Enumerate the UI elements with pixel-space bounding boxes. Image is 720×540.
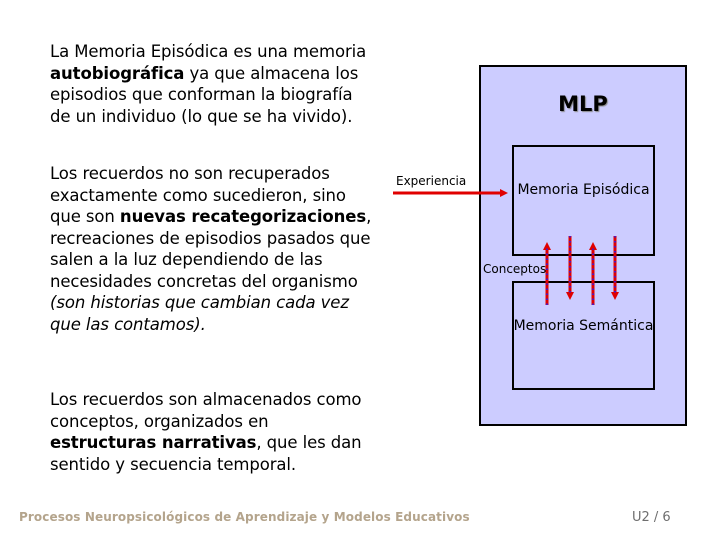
episodic-memory-label: Memoria Episódica xyxy=(517,182,650,198)
mlp-title: MLP xyxy=(558,92,608,116)
text: Los recuerdos no son recuperados exactamente como sucedieron, sino que son xyxy=(50,164,346,226)
bold-term: nuevas recategorizaciones xyxy=(119,207,367,226)
course-footer: Procesos Neuropsicológicos de Aprendizaje y Modelos Educativos xyxy=(19,510,470,524)
concepts-label: Conceptos xyxy=(483,262,547,276)
text: ya que almacena los episodios que conforman la biografía de un individuo (lo que se ha vivido). xyxy=(50,63,359,126)
page-number: U2 / 6 xyxy=(632,510,671,525)
bold-term: autobiográfica xyxy=(50,63,185,83)
semantic-memory-label: Memoria Semántica xyxy=(513,318,654,334)
text: , que les dan sentido y secuencia temporal. xyxy=(50,433,362,474)
text: , recreaciones de episodios pasados que salen a la luz dependiendo de las necesidades concretas del organismo xyxy=(50,207,372,291)
bold-term: estructuras narrativas xyxy=(50,433,257,452)
italic-note: (son historias que cambian cada vez que las contamos). xyxy=(50,293,349,334)
experience-label: Experiencia xyxy=(396,174,467,188)
text: La Memoria Episódica es una memoria xyxy=(50,42,367,61)
text: Los recuerdos son almacenados como conceptos, organizados en xyxy=(50,390,362,431)
